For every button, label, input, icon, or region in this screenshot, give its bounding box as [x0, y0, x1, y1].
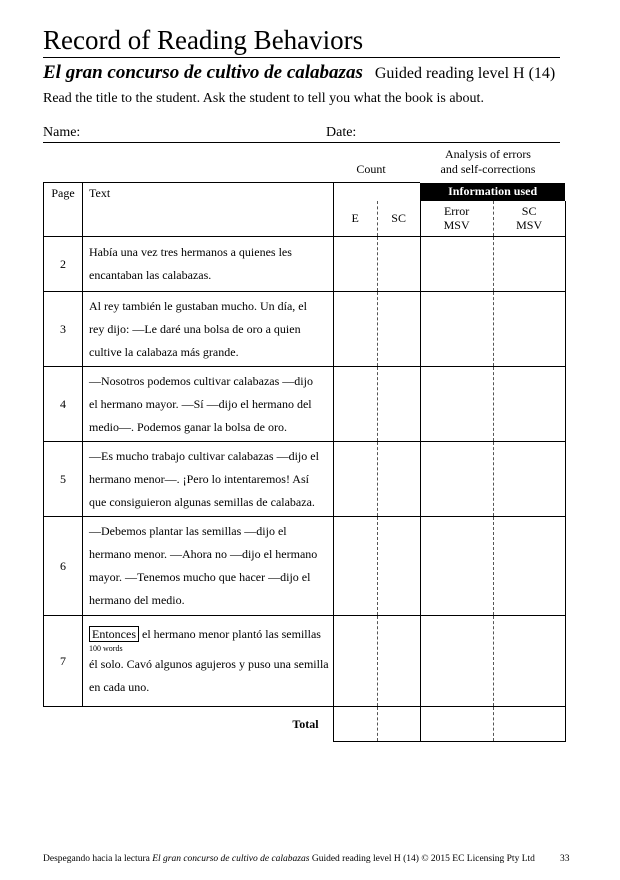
sc-msv-total-cell[interactable] [493, 707, 565, 742]
page-number: 7 [44, 616, 83, 707]
total-row [44, 707, 566, 742]
e-total-cell[interactable] [333, 707, 377, 742]
table-row [44, 517, 566, 616]
page-number: 4 [44, 367, 83, 442]
name-date-line [43, 142, 560, 143]
passage-text: Al rey también le gustaban mucho. Un día, el rey dijo: —Le daré una bolsa de oro a quien cultive la calabaza más grande. [83, 292, 334, 367]
reading-level: Guided reading level H (14) [374, 65, 556, 82]
name-label: Name: [43, 125, 81, 140]
passage-text: —Es mucho trabajo cultivar calabazas —dijo el hermano menor—. ¡Pero lo intentaremos! Así que consiguieron algunas semillas de calabaza. [83, 442, 334, 517]
error-msv-cell[interactable] [420, 292, 493, 367]
footer: Despegando hacia la lectura El gran concurso de cultivo de calabazas Guided reading level H (14) © 2015 EC Licensing Pty Ltd [43, 854, 535, 864]
sc-count-cell[interactable] [377, 616, 420, 707]
e-count-cell[interactable] [333, 237, 377, 292]
page-number: 5 [44, 442, 83, 517]
passage-text: —Debemos plantar las semillas —dijo el hermano menor. —Ahora no —dijo el hermano mayor. —Tenemos mucho que hacer —dijo el hermano del medio. [83, 517, 334, 616]
sc-count-cell[interactable] [377, 517, 420, 616]
page-column-header: Page [44, 183, 83, 237]
sc-msv-header: SC MSV [493, 201, 565, 237]
error-msv-cell[interactable] [420, 616, 493, 707]
information-used-header: Information used [420, 183, 565, 201]
sc-msv-cell[interactable] [493, 517, 565, 616]
record-table [43, 182, 566, 742]
error-msv-header: Error MSV [420, 201, 493, 237]
e-count-cell[interactable] [333, 367, 377, 442]
page-number: 2 [44, 237, 83, 292]
table-row [44, 292, 566, 367]
analysis-header: Analysis of errors and self-corrections [440, 147, 536, 176]
e-column-header: E [333, 201, 377, 237]
error-msv-cell[interactable] [420, 367, 493, 442]
word-count-marker: Entonces [89, 626, 139, 642]
sc-count-cell[interactable] [377, 237, 420, 292]
sc-msv-cell[interactable] [493, 616, 565, 707]
instruction-text: Read the title to the student. Ask the student to tell you what the book is about. [43, 91, 484, 106]
sc-count-cell[interactable] [377, 367, 420, 442]
total-label: Total [44, 707, 334, 742]
e-count-cell[interactable] [333, 616, 377, 707]
error-msv-cell[interactable] [420, 442, 493, 517]
passage-text: Había una vez tres hermanos a quienes les encantaban las calabazas. [83, 237, 334, 292]
sc-msv-cell[interactable] [493, 292, 565, 367]
passage-text: —Nosotros podemos cultivar calabazas —dijo el hermano mayor. —Sí —dijo el hermano del medio—. Podemos ganar la bolsa de oro. [83, 367, 334, 442]
e-count-cell[interactable] [333, 442, 377, 517]
table-row [44, 237, 566, 292]
table-row [44, 442, 566, 517]
sc-column-header: SC [377, 201, 420, 237]
count-header: Count [356, 162, 386, 176]
page-number-footer: 33 [560, 854, 570, 864]
sc-msv-cell[interactable] [493, 442, 565, 517]
word-count-note: 100 words [89, 644, 123, 653]
book-line [43, 62, 555, 84]
table-row [44, 367, 566, 442]
error-msv-total-cell[interactable] [420, 707, 493, 742]
book-title: El gran concurso de cultivo de calabazas [43, 62, 363, 83]
error-msv-cell[interactable] [420, 517, 493, 616]
title-divider [43, 57, 560, 58]
text-column-header: Text [83, 183, 334, 237]
page-number: 6 [44, 517, 83, 616]
page-title: Record of Reading Behaviors [43, 25, 364, 55]
sc-msv-cell[interactable] [493, 237, 565, 292]
error-msv-cell[interactable] [420, 237, 493, 292]
sc-count-cell[interactable] [377, 292, 420, 367]
table-row [44, 616, 566, 707]
e-count-cell[interactable] [333, 517, 377, 616]
sc-count-cell[interactable] [377, 442, 420, 517]
page-number: 3 [44, 292, 83, 367]
date-label: Date: [326, 125, 357, 140]
sc-total-cell[interactable] [377, 707, 420, 742]
passage-text: Entonces el hermano menor plantó las semillas 100 words él solo. Cavó algunos agujeros y puso una semilla en cada uno. [83, 616, 334, 707]
sc-msv-cell[interactable] [493, 367, 565, 442]
e-count-cell[interactable] [333, 292, 377, 367]
